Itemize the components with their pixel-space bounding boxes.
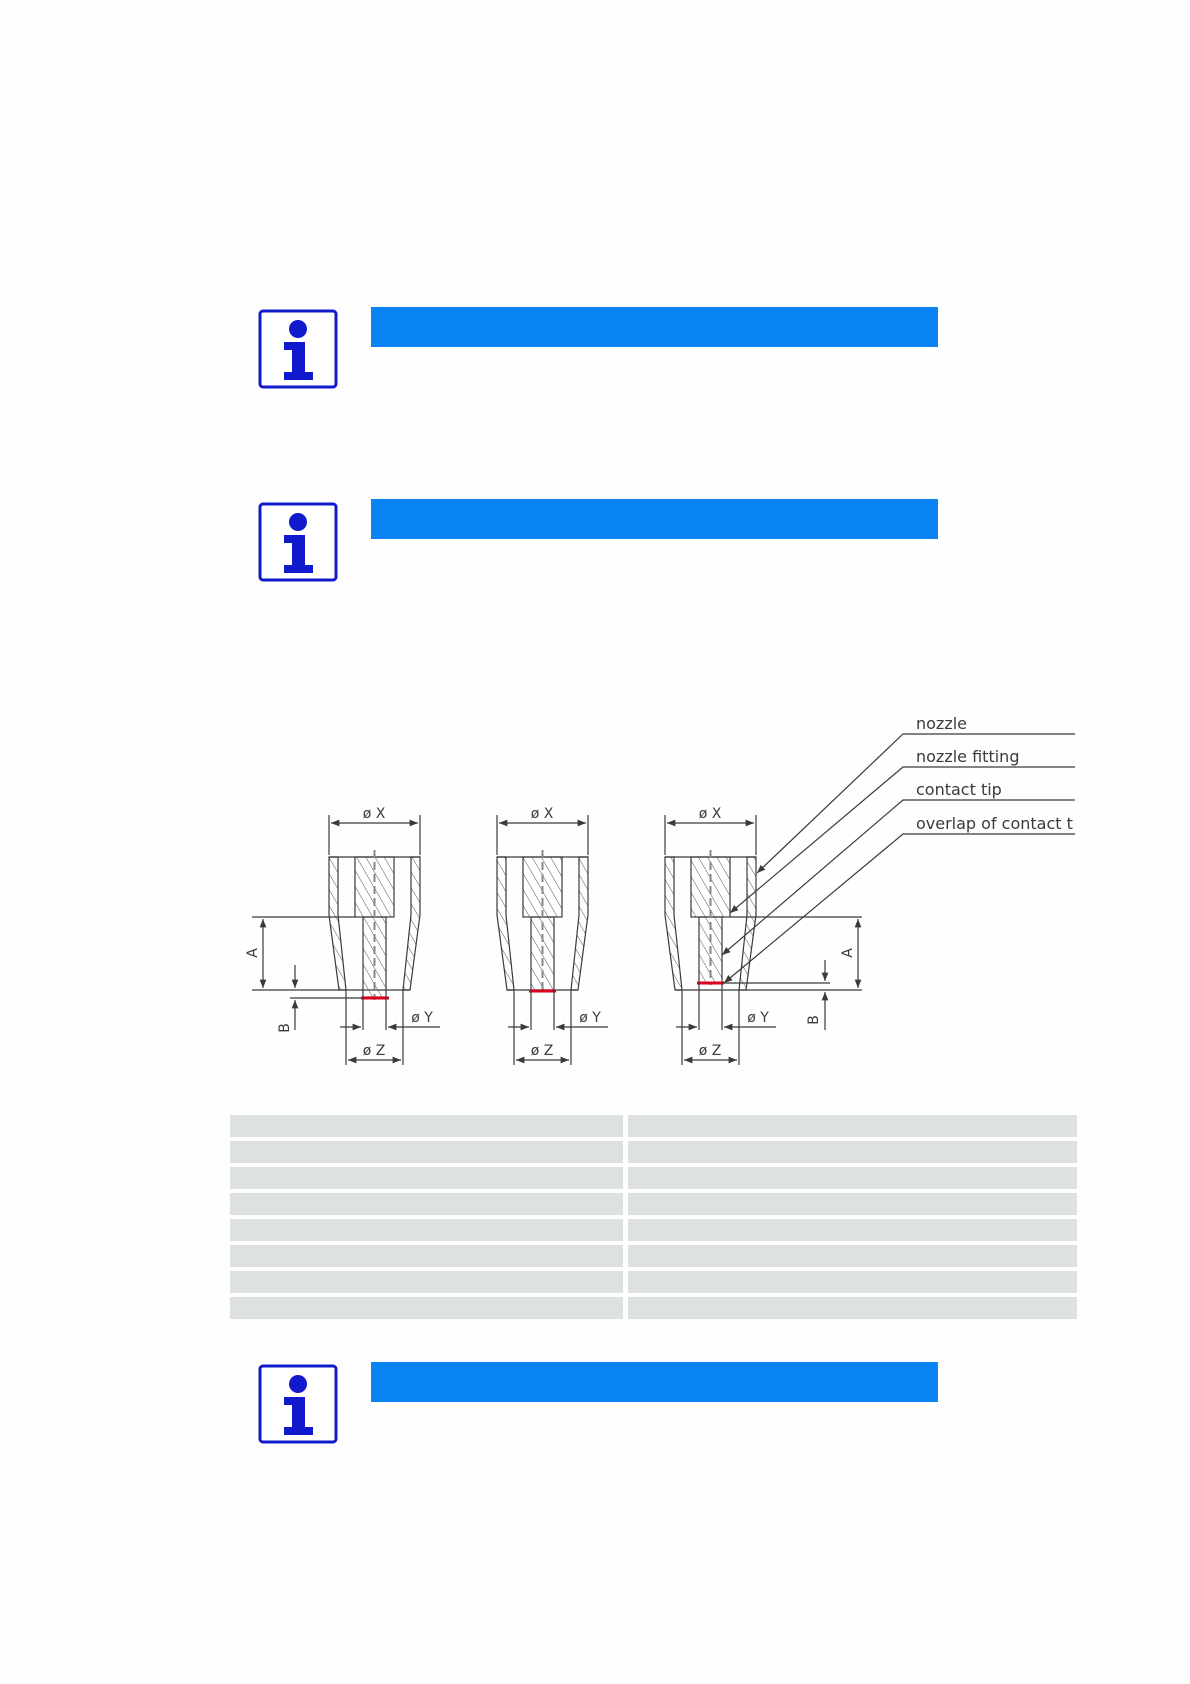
dim-x-label: ø X <box>530 806 554 822</box>
table-cell <box>230 1141 623 1163</box>
table-cell <box>628 1141 1077 1163</box>
table-cell <box>230 1167 623 1189</box>
table-row <box>230 1219 1077 1241</box>
table-cell <box>628 1219 1077 1241</box>
dim-b-label: B <box>277 1023 293 1033</box>
info-icon <box>258 309 338 389</box>
callout-contact-tip: contact tip <box>916 780 1002 799</box>
table-row <box>230 1115 1077 1137</box>
info-icon <box>258 1364 338 1444</box>
dim-z-label: ø Z <box>530 1043 554 1059</box>
table-row <box>230 1167 1077 1189</box>
table-cell <box>628 1271 1077 1293</box>
table-cell <box>628 1245 1077 1267</box>
table-row <box>230 1193 1077 1215</box>
table-cell <box>230 1245 623 1267</box>
spec-table <box>230 1115 1077 1323</box>
torch-variant-3 <box>665 815 862 1065</box>
table-row <box>230 1245 1077 1267</box>
dim-y-label: ø Y <box>747 1010 769 1026</box>
dim-z-label: ø Z <box>698 1043 722 1059</box>
dim-a-label: A <box>245 948 261 958</box>
dim-y-label: ø Y <box>579 1010 601 1026</box>
torch-variant-1 <box>252 815 440 1065</box>
dim-x-label: ø X <box>362 806 386 822</box>
table-cell <box>628 1115 1077 1137</box>
table-cell <box>230 1115 623 1137</box>
table-row <box>230 1141 1077 1163</box>
callout-nozzle: nozzle <box>916 714 968 733</box>
note-header-bar <box>371 1362 938 1402</box>
dim-a-label: A <box>840 948 856 958</box>
note-header-bar <box>371 499 938 539</box>
callout-leaders <box>722 734 1075 983</box>
note-header-bar <box>371 307 938 347</box>
table-cell <box>230 1271 623 1293</box>
table-cell <box>628 1297 1077 1319</box>
callout-overlap: overlap of contact t <box>916 814 1073 833</box>
callout-nozzle-fitting: nozzle fitting <box>916 747 1020 766</box>
table-row <box>230 1297 1077 1319</box>
info-icon <box>258 502 338 582</box>
table-cell <box>230 1193 623 1215</box>
table-cell <box>230 1219 623 1241</box>
dim-z-label: ø Z <box>362 1043 386 1059</box>
dim-x-label: ø X <box>698 806 722 822</box>
table-cell <box>230 1297 623 1319</box>
table-cell <box>628 1193 1077 1215</box>
torch-variant-2 <box>497 815 608 1065</box>
dim-y-label: ø Y <box>411 1010 433 1026</box>
table-cell <box>628 1167 1077 1189</box>
dim-b-label: B <box>806 1015 822 1025</box>
table-row <box>230 1271 1077 1293</box>
